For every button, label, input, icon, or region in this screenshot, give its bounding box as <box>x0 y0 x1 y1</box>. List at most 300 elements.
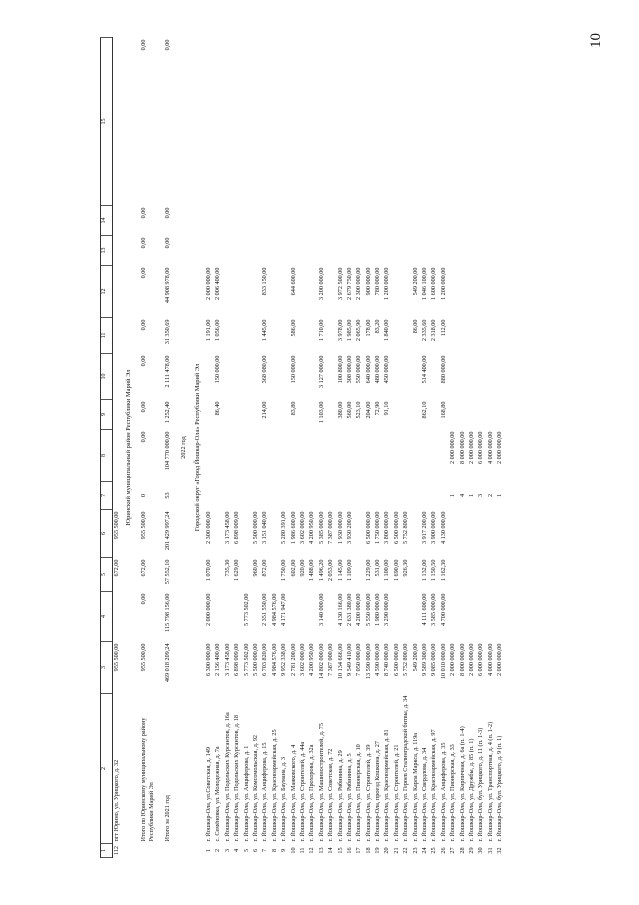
value-cell-c11 <box>449 318 458 354</box>
value-cell-c9: 204,00 <box>364 401 372 419</box>
address-cell: г. Йошкар-Ола, ул. Анциферова, д. 35 <box>439 742 447 842</box>
value-cell-c11 <box>393 318 402 354</box>
value-cell-c12 <box>308 266 317 318</box>
value-cell-c12 <box>468 266 477 318</box>
value-cell-c10 <box>280 354 289 400</box>
value-cell-c15 <box>327 38 336 206</box>
value-cell-c10: 550 000,00 <box>355 355 363 384</box>
row-number-cell: 20 <box>383 847 391 854</box>
value-cell-c3: 469 018 209,24 <box>163 643 171 683</box>
value-cell-c14 <box>383 206 392 236</box>
value-cell-c7 <box>346 482 355 510</box>
value-cell-c15 <box>261 38 270 206</box>
value-cell-c9 <box>113 400 123 430</box>
value-cell-c8: 2 000 000,00 <box>467 431 475 464</box>
value-cell-c15 <box>233 38 242 206</box>
value-cell-c9 <box>412 400 421 430</box>
value-cell-c3: 6 300 000,00 <box>205 643 213 676</box>
value-cell-c12: 1 046 100,00 <box>421 267 429 300</box>
value-cell-c14 <box>402 206 411 236</box>
value-cell-c11 <box>233 318 242 354</box>
value-cell-c14 <box>477 206 486 236</box>
value-cell-c6: 955 500,00 <box>140 511 148 540</box>
value-cell-c4 <box>468 592 477 642</box>
value-cell-c13 <box>280 236 289 266</box>
value-cell-c4: 5 550 000,00 <box>364 593 372 626</box>
row-number-cell: 9 <box>280 848 288 853</box>
value-cell-c4 <box>393 592 402 642</box>
value-cell-c6 <box>496 510 505 558</box>
value-cell-c12 <box>271 266 280 318</box>
table-row <box>205 38 214 858</box>
value-cell-c5 <box>496 558 505 592</box>
column-number-6: 6 <box>101 510 113 558</box>
value-cell-c6: 1 930 000,00 <box>336 511 344 544</box>
value-cell-c7 <box>430 482 439 510</box>
value-cell-c10 <box>233 354 242 400</box>
address-cell: г. Йошкар-Ола, ул. Красноармейская, д. 81 <box>383 729 391 842</box>
value-cell-c14 <box>430 206 439 236</box>
value-cell-c8 <box>393 430 402 482</box>
value-cell-c10 <box>243 354 252 400</box>
value-cell-c11 <box>327 318 336 354</box>
row-number-cell: 19 <box>374 847 382 854</box>
value-cell-c12 <box>459 266 468 318</box>
value-cell-c11 <box>299 318 308 354</box>
value-cell-c14 <box>290 206 299 236</box>
value-cell-c15 <box>487 38 496 206</box>
table-row <box>233 38 242 858</box>
value-cell-c8 <box>299 430 308 482</box>
value-cell-c7 <box>252 482 261 510</box>
value-cell-c10 <box>459 354 468 400</box>
year-heading-label: 2022 год <box>180 436 188 459</box>
table-row <box>271 38 280 858</box>
value-cell-c7 <box>374 482 383 510</box>
value-cell-c11 <box>468 318 477 354</box>
value-cell-c4 <box>252 592 261 642</box>
value-cell-c8 <box>430 430 439 482</box>
value-cell-c3: 3 602 000,00 <box>298 643 306 676</box>
value-cell-c8 <box>383 430 392 482</box>
value-cell-c3: 955 500,00 <box>113 643 120 672</box>
value-cell-c8 <box>421 430 430 482</box>
value-cell-c7 <box>393 482 402 510</box>
value-cell-c9: 168,80 <box>439 401 447 419</box>
value-cell-c12 <box>252 266 261 318</box>
value-cell-c3: 10 134 666,00 <box>336 643 344 680</box>
value-cell-c14 <box>299 206 308 236</box>
value-cell-c3: 2 781 200,00 <box>289 643 297 676</box>
value-cell-c6 <box>214 510 223 558</box>
value-cell-c11: 112,00 <box>439 319 447 337</box>
table-row <box>468 38 477 858</box>
value-cell-c15 <box>477 38 486 206</box>
value-cell-c5 <box>477 558 486 592</box>
value-cell-c9: 380,00 <box>336 401 344 419</box>
value-cell-c15: 0,00 <box>140 39 148 51</box>
address-cell: г. Йошкар-Ола, бул. Урицкого, д. 9 (п. 1) <box>496 735 504 842</box>
value-cell-c6: 5 752 800,00 <box>402 511 410 544</box>
value-cell-c3: 5 500 000,00 <box>251 643 259 676</box>
value-cell-c10 <box>393 354 402 400</box>
row-number-cell: 15 <box>336 847 344 854</box>
value-cell-c14 <box>233 206 242 236</box>
value-cell-c9: 1 103,00 <box>317 401 325 424</box>
value-cell-c13 <box>243 236 252 266</box>
value-cell-c14 <box>459 206 468 236</box>
value-cell-c14 <box>337 206 346 236</box>
value-cell-c12: 2 679 750,00 <box>345 267 353 300</box>
value-cell-c12: 44 908 978,00 <box>163 267 171 304</box>
value-cell-c7: 2 <box>486 493 494 498</box>
value-cell-c4 <box>412 592 421 642</box>
value-cell-c7 <box>412 482 421 510</box>
value-cell-c13 <box>421 236 430 266</box>
value-cell-c10: 150 000,00 <box>289 355 297 384</box>
value-cell-c10: 3 127 000,00 <box>317 355 325 388</box>
value-cell-c12: 2 300 000,00 <box>355 267 363 300</box>
address-cell: г. Йошкар-Ола, ул. Баумана, д. 3 <box>280 756 288 842</box>
value-cell-c3: 4 000 000,00 <box>486 643 494 676</box>
value-cell-c3: 8 000 000,00 <box>458 643 466 676</box>
value-cell-c8: 2 000 000,00 <box>449 431 457 464</box>
address-cell: пгт Юрино, ул. Урицкого, д. 32 <box>113 759 120 842</box>
value-cell-c6 <box>355 510 364 558</box>
value-cell-c6 <box>271 510 280 558</box>
value-cell-c4: 4 984 576,00 <box>270 593 278 626</box>
row-number-cell: 11 <box>298 847 306 854</box>
row-number-cell: 25 <box>430 847 438 854</box>
value-cell-c13 <box>337 236 346 266</box>
value-cell-c9: 91,10 <box>383 401 391 416</box>
row-number-cell: 23 <box>411 847 419 854</box>
value-cell-c14 <box>468 206 477 236</box>
value-cell-c11: 1 985,00 <box>345 319 353 342</box>
value-cell-c7 <box>421 482 430 510</box>
value-cell-c14 <box>374 206 383 236</box>
table-body <box>113 38 506 858</box>
value-cell-c13 <box>459 236 468 266</box>
value-cell-c12 <box>393 266 402 318</box>
value-cell-c11: 2 335,60 <box>421 319 429 342</box>
address-cell: г. Йошкар-Ола, ул. Дружбы, д. 85 (п. 1) <box>467 738 475 842</box>
value-cell-c9: 83,80 <box>289 401 297 416</box>
row-number-cell: 13 <box>317 847 325 854</box>
value-cell-c12 <box>327 266 336 318</box>
value-cell-c15 <box>252 38 261 206</box>
value-cell-c7: 53 <box>163 492 171 499</box>
value-cell-c9 <box>233 400 242 430</box>
address-cell: г. Йошкар-Ола, ул. Красноармейская, д. 97 <box>430 729 438 842</box>
value-cell-c12: 2 006 400,00 <box>214 267 222 300</box>
value-cell-c7 <box>308 482 317 510</box>
column-number-2: 2 <box>101 694 113 844</box>
value-cell-c10 <box>430 354 439 400</box>
value-cell-c4: 4 130 166,00 <box>336 593 344 626</box>
value-cell-c3: 2 000 000,00 <box>496 643 504 676</box>
value-cell-c10: 100 800,00 <box>336 355 344 384</box>
value-cell-c6 <box>459 510 468 558</box>
value-cell-c12 <box>233 266 242 318</box>
value-cell-c4: 4 200 000,00 <box>355 593 363 626</box>
value-cell-c8 <box>271 430 280 482</box>
value-cell-c11: 3 978,00 <box>336 319 344 342</box>
value-cell-c5: 926,30 <box>402 559 410 577</box>
value-cell-c15 <box>113 38 123 206</box>
value-cell-c15 <box>280 38 289 206</box>
value-cell-c10: 514 400,00 <box>421 355 429 384</box>
value-cell-c14 <box>318 206 327 236</box>
value-cell-c10 <box>327 354 336 400</box>
value-cell-c15 <box>459 38 468 206</box>
column-number-13: 13 <box>101 236 113 266</box>
value-cell-c3: 8 740 000,00 <box>383 643 391 676</box>
value-cell-c3: 6 703 820,00 <box>261 643 269 676</box>
address-cell: г. Йошкар-Ола, ул. Подольских Курсантов, д. 18 <box>233 714 241 842</box>
value-cell-c6: 7 387 000,00 <box>327 511 335 544</box>
value-cell-c4: 2 351 550,00 <box>261 593 269 626</box>
value-cell-c14 <box>393 206 402 236</box>
value-cell-c14 <box>280 206 289 236</box>
value-cell-c7 <box>205 482 214 510</box>
row-number-cell: 24 <box>421 847 429 854</box>
value-cell-c9 <box>487 400 496 430</box>
value-cell-c10 <box>252 354 261 400</box>
value-cell-c5: 672,00 <box>140 559 148 577</box>
address-cell: г. Йошкар-Ола, ул. Строителей, д. 44а <box>298 741 306 842</box>
value-cell-c8: 0,00 <box>140 431 148 443</box>
value-cell-c14: 0,00 <box>140 207 148 219</box>
value-cell-c9 <box>224 400 233 430</box>
value-cell-c8 <box>290 430 299 482</box>
value-cell-c8 <box>412 430 421 482</box>
value-cell-c9 <box>477 400 486 430</box>
value-cell-c13 <box>430 236 439 266</box>
table-row <box>449 38 458 858</box>
value-cell-c6: 6 500 000,00 <box>392 511 400 544</box>
value-cell-c14 <box>224 206 233 236</box>
value-cell-c10 <box>496 354 505 400</box>
value-cell-c10 <box>224 354 233 400</box>
value-cell-c10 <box>449 354 458 400</box>
value-cell-c15 <box>449 38 458 206</box>
value-cell-c13 <box>468 236 477 266</box>
address-cell: г. Йошкар-Ола, ул. Транспортная, д. 4 (п. 1-2) <box>486 721 494 842</box>
column-number-9: 9 <box>101 400 113 430</box>
value-cell-c13: 0,00 <box>140 237 148 249</box>
table-row <box>214 38 223 858</box>
value-cell-c12 <box>113 266 123 318</box>
value-cell-c8 <box>224 430 233 482</box>
value-cell-c14 <box>449 206 458 236</box>
address-cell: г. Йошкар-Ола, ул. Строителей, д. 21 <box>392 744 400 842</box>
column-number-10: 10 <box>101 354 113 400</box>
value-cell-c13 <box>327 236 336 266</box>
row-number-cell <box>136 844 160 858</box>
value-cell-c4 <box>327 592 336 642</box>
value-cell-c8 <box>205 430 214 482</box>
value-cell-c9: 0,00 <box>140 401 148 413</box>
value-cell-c8 <box>280 430 289 482</box>
value-cell-c5: 1 229,00 <box>364 559 372 582</box>
value-cell-c6: 201 429 997,24 <box>163 511 171 551</box>
value-cell-c7 <box>355 482 364 510</box>
value-cell-c5: 1 488,00 <box>308 559 316 582</box>
value-cell-c13 <box>252 236 261 266</box>
value-cell-c6 <box>243 510 252 558</box>
subtotal-row <box>136 38 160 858</box>
address-cell: г. Йошкар-Ола, ул. Рябинина, д. 29 <box>336 750 344 842</box>
value-cell-c14 <box>261 206 270 236</box>
value-cell-c15 <box>224 38 233 206</box>
value-cell-c5: 920,00 <box>298 559 306 577</box>
section-heading-city-label: Городской округ «Город Йошкар-Ола» Республики Марий Эл <box>194 363 202 532</box>
value-cell-c12: 833 150,00 <box>261 267 269 296</box>
value-cell-c15 <box>365 38 374 206</box>
address-cell: г. Йошкар-Ола, ул. Подольских Курсантов, д. 16а <box>223 712 231 842</box>
value-cell-c13 <box>308 236 317 266</box>
value-cell-c13: 0,00 <box>163 237 171 249</box>
row-number-cell: 112 <box>113 845 120 856</box>
row-number-cell: 14 <box>327 847 335 854</box>
value-cell-c12: 1 600 000,00 <box>430 267 438 300</box>
value-cell-c4: 3 585 000,00 <box>430 593 438 626</box>
value-cell-c6: 6 500 000,00 <box>364 511 372 544</box>
value-cell-c7 <box>327 482 336 510</box>
table-row <box>430 38 439 858</box>
value-cell-c9 <box>430 400 439 430</box>
value-cell-c12: 2 000 000,00 <box>205 267 213 300</box>
value-cell-c11 <box>243 318 252 354</box>
table-row <box>383 38 392 858</box>
value-cell-c10 <box>299 354 308 400</box>
value-cell-c3: 6 000 000,00 <box>477 643 485 676</box>
value-cell-c7: 4 <box>458 493 466 498</box>
row-number-cell: 30 <box>477 847 485 854</box>
value-cell-c8 <box>374 430 383 482</box>
year-heading <box>177 38 191 858</box>
value-cell-c7: 3 <box>477 493 485 498</box>
value-cell-c8 <box>440 430 449 482</box>
address-cell: г. Йошкар-Ола, ул. Пионерская, д. 10 <box>355 744 363 842</box>
value-cell-c9 <box>402 400 411 430</box>
value-cell-c15 <box>290 38 299 206</box>
value-cell-c6: 1 986 600,00 <box>289 511 297 544</box>
value-cell-c13 <box>412 236 421 266</box>
value-cell-c6: 5 280 391,00 <box>280 511 288 544</box>
value-cell-c11 <box>496 318 505 354</box>
value-cell-c6 <box>477 510 486 558</box>
value-cell-c3: 9 549 410,00 <box>345 643 353 676</box>
value-cell-c9: 214,00 <box>261 401 269 419</box>
value-cell-c7 <box>318 482 327 510</box>
value-cell-c5: 1 150,50 <box>430 559 438 582</box>
value-cell-c10 <box>477 354 486 400</box>
table-row <box>496 38 505 858</box>
value-cell-c8 <box>327 430 336 482</box>
value-cell-c9 <box>459 400 468 430</box>
value-cell-c15 <box>299 38 308 206</box>
column-number-header <box>101 38 113 858</box>
value-cell-c10 <box>412 354 421 400</box>
value-cell-c11 <box>487 318 496 354</box>
value-cell-c3: 2 000 000,00 <box>449 643 457 676</box>
value-cell-c14 <box>214 206 223 236</box>
value-cell-c5: 672,00 <box>113 559 120 577</box>
value-cell-c5 <box>243 558 252 592</box>
value-cell-c11 <box>280 318 289 354</box>
value-cell-c4 <box>402 592 411 642</box>
value-cell-c4 <box>477 592 486 642</box>
value-cell-c7 <box>243 482 252 510</box>
value-cell-c5: 1 496,20 <box>317 559 325 582</box>
row-number-cell: 18 <box>364 847 372 854</box>
row-number-cell: 1 <box>205 848 213 853</box>
value-cell-c13 <box>205 236 214 266</box>
value-cell-c13 <box>224 236 233 266</box>
value-cell-c8 <box>346 430 355 482</box>
value-cell-c11: 586,00 <box>289 319 297 337</box>
value-cell-c4 <box>449 592 458 642</box>
value-cell-c5: 1 070,00 <box>205 559 213 582</box>
value-cell-c7 <box>261 482 270 510</box>
value-cell-c3: 10 010 000,00 <box>439 643 447 680</box>
value-cell-c6 <box>487 510 496 558</box>
value-cell-c9 <box>299 400 308 430</box>
value-cell-c14 <box>271 206 280 236</box>
table-row <box>412 38 421 858</box>
column-number-14: 14 <box>101 206 113 236</box>
value-cell-c10 <box>402 354 411 400</box>
value-cell-c15 <box>243 38 252 206</box>
value-cell-c8 <box>243 430 252 482</box>
value-cell-c15 <box>430 38 439 206</box>
value-cell-c3: 3 173 458,00 <box>223 643 231 676</box>
value-cell-c14 <box>440 206 449 236</box>
value-cell-c11: 1 710,00 <box>317 319 325 342</box>
table-row <box>337 38 346 858</box>
value-cell-c4: 1 980 000,00 <box>374 593 382 626</box>
value-cell-c14 <box>327 206 336 236</box>
value-cell-c11: 83,20 <box>374 319 382 334</box>
value-cell-c15 <box>421 38 430 206</box>
value-cell-c3: 6 500 000,00 <box>392 643 400 676</box>
value-cell-c8: 6 000 000,00 <box>477 431 485 464</box>
value-cell-c4: 2 000 000,00 <box>205 593 213 626</box>
row-number-cell: 16 <box>345 847 353 854</box>
value-cell-c12 <box>280 266 289 318</box>
value-cell-c13 <box>214 236 223 266</box>
value-cell-c9 <box>468 400 477 430</box>
table-row <box>252 38 261 858</box>
value-cell-c9: 560,00 <box>345 401 353 419</box>
value-cell-c7 <box>299 482 308 510</box>
value-cell-c7 <box>402 482 411 510</box>
value-cell-c13 <box>318 236 327 266</box>
value-cell-c4 <box>487 592 496 642</box>
value-cell-c11: 2 318,00 <box>430 319 438 342</box>
row-number-cell: 28 <box>458 847 466 854</box>
row-number-cell: 10 <box>289 847 297 854</box>
value-cell-c5: 1 109,00 <box>345 559 353 582</box>
value-cell-c11 <box>224 318 233 354</box>
address-cell: с. Семёновка, ул. Молодежная, д. 7а <box>214 746 222 842</box>
value-cell-c4: 115 798 156,00 <box>163 593 171 632</box>
row-number-cell: 12 <box>308 847 316 854</box>
column-number-7: 7 <box>101 482 113 510</box>
value-cell-c6: 2 300 000,00 <box>205 511 213 544</box>
